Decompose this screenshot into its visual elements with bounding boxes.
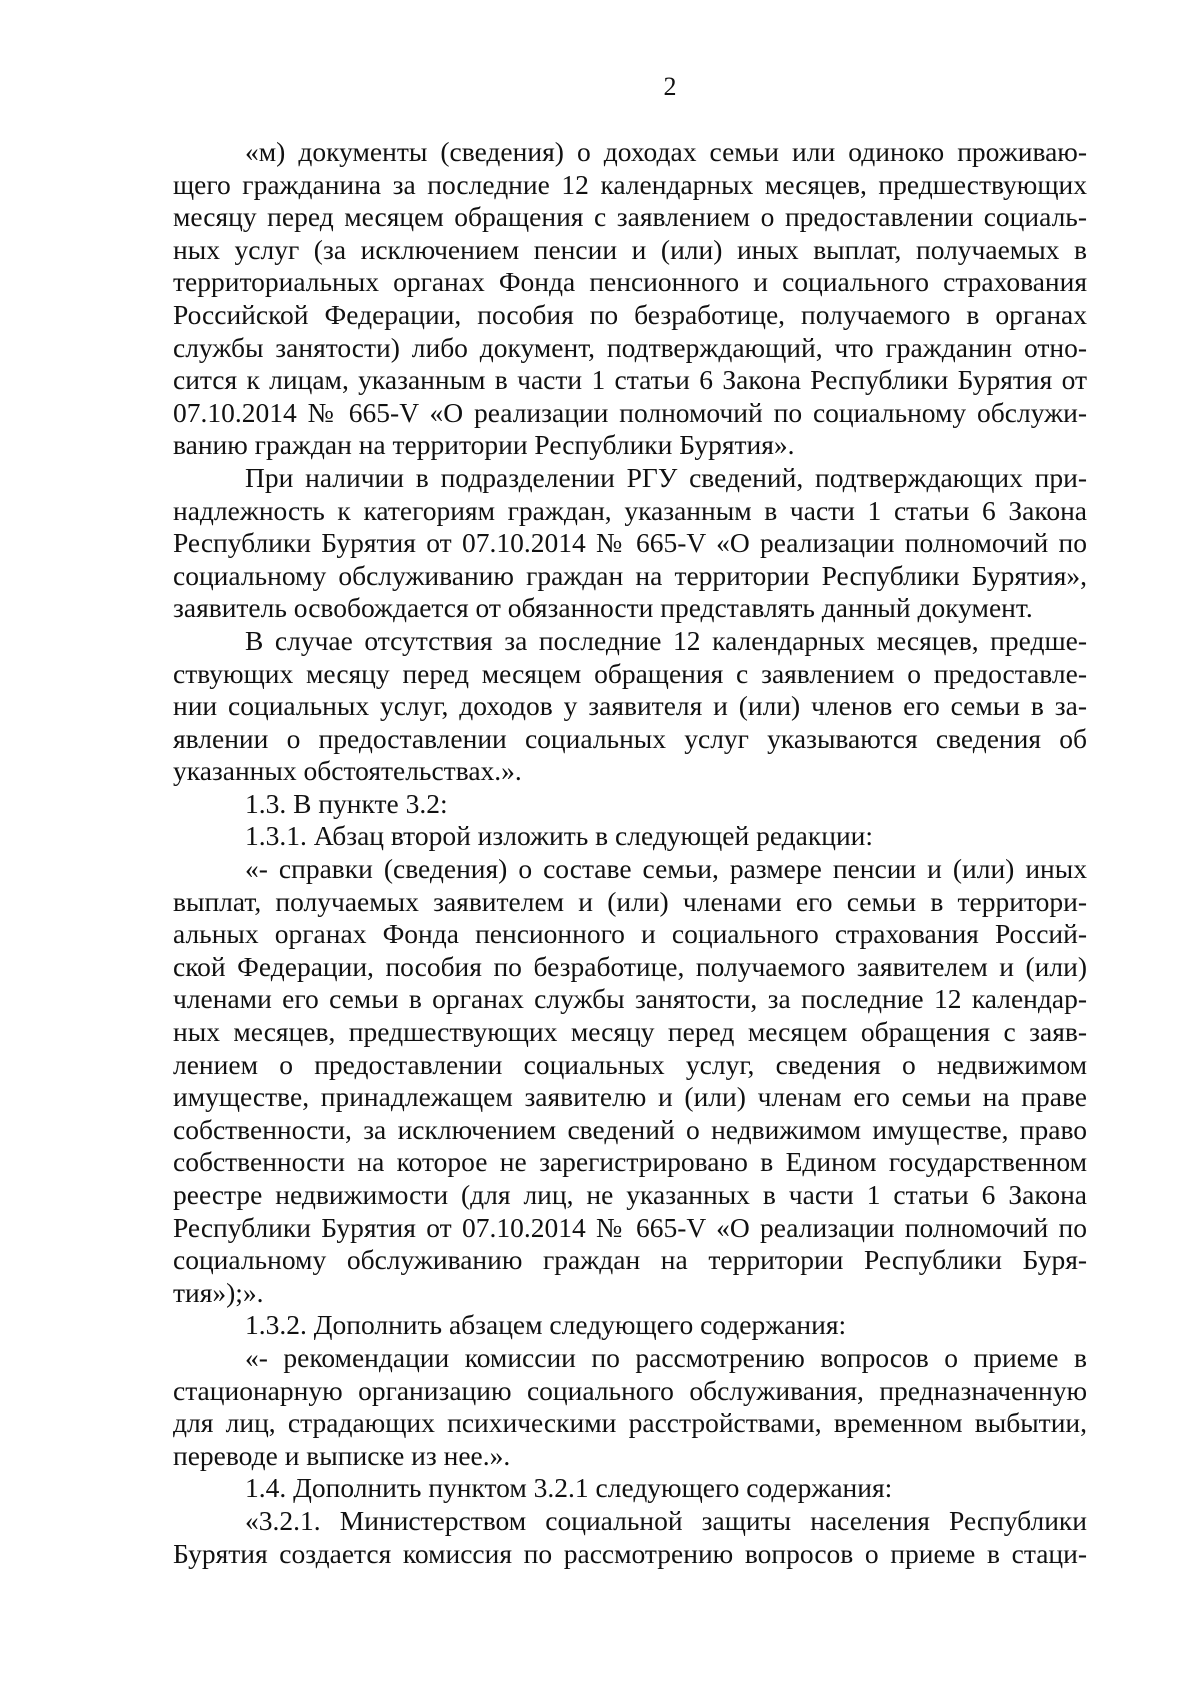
text-line: указанных обстоятельствах.». <box>173 755 522 787</box>
text-line: В случае отсутствия за последние 12 календарных месяцев, предше- <box>245 624 1087 656</box>
text-line: для лиц, страдающих психическими расстройствами, временном выбытии, <box>173 1407 1087 1439</box>
text-line: службы занятости) либо документ, подтверждающий, что гражданин отно- <box>173 331 1087 363</box>
text-line: явлении о предоставлении социальных услуг указываются сведения об <box>173 722 1087 754</box>
text-line: социальному обслуживанию граждан на территории Республики Бурятия», <box>173 559 1087 591</box>
text-line: лением о предоставлении социальных услуг, сведения о недвижимом <box>173 1048 1087 1080</box>
text-line: имуществе, принадлежащем заявителю и (или) членам его семьи на праве <box>173 1081 1087 1113</box>
text-line: надлежность к категориям граждан, указанным в части 1 статьи 6 Закона <box>173 494 1087 526</box>
text-line: заявитель освобождается от обязанности представлять данный документ. <box>173 592 1033 624</box>
document-body <box>173 136 1087 1570</box>
text-line: «- рекомендации комиссии по рассмотрению вопросов о приеме в <box>245 1341 1087 1373</box>
text-line: При наличии в подразделении РГУ сведений, подтверждающих при- <box>245 461 1087 493</box>
page-number: 2 <box>663 72 677 101</box>
text-line: 07.10.2014 № 665-V «О реализации полномочий по социальному обслужи- <box>173 396 1087 428</box>
text-line: тия»);». <box>173 1276 264 1308</box>
text-line: «3.2.1. Министерством социальной защиты населения Республики <box>245 1504 1087 1536</box>
text-line: реестре недвижимости (для лиц, не указанных в части 1 статьи 6 Закона <box>173 1179 1087 1210</box>
text-line: территориальных органах Фонда пенсионного и социального страхования <box>173 266 1087 298</box>
text-line: выплат, получаемых заявителем и (или) членами его семьи в территори- <box>173 885 1087 917</box>
text-line: собственности, за исключением сведений о недвижимом имуществе, право <box>173 1113 1087 1145</box>
text-line: Российской Федерации, пособия по безработице, получаемого в органах <box>173 298 1087 330</box>
text-line: социальному обслуживанию граждан на территории Республики Буря- <box>173 1244 1087 1276</box>
text-line: переводе и выписке из нее.». <box>173 1439 511 1471</box>
text-line: Республики Бурятия от 07.10.2014 № 665-V «О реализации полномочий по <box>173 527 1087 559</box>
text-line: ствующих месяцу перед месяцем обращения с заявлением о предоставле- <box>173 657 1087 689</box>
text-line: ской Федерации, пособия по безработице, получаемого заявителем и (или) <box>173 950 1087 982</box>
text-line: ванию граждан на территории Республики Бурятия». <box>173 429 795 461</box>
text-line: собственности на которое не зарегистрировано в Едином государственном <box>173 1146 1087 1178</box>
text-line: сится к лицам, указанным в части 1 статьи 6 Закона Республики Бурятия от <box>173 364 1087 396</box>
text-line: ных услуг (за исключением пенсии и (или) иных выплат, получаемых в <box>173 233 1087 265</box>
text-line: Бурятия создается комиссия по рассмотрению вопросов о приеме в стаци- <box>173 1537 1087 1569</box>
text-line: альных органах Фонда пенсионного и социального страхования Россий- <box>173 918 1087 950</box>
text-line: членами его семьи в органах службы занятости, за последние 12 календар- <box>173 983 1087 1015</box>
text-line: нии социальных услуг, доходов у заявителя и (или) членов его семьи в за- <box>173 690 1087 722</box>
text-line: месяцу перед месяцем обращения с заявлением о предоставлении социаль- <box>173 201 1087 233</box>
text-line: Республики Бурятия от 07.10.2014 № 665-V «О реализации полномочий по <box>173 1211 1087 1243</box>
text-line: 1.3.2. Дополнить абзацем следующего содержания: <box>245 1309 847 1341</box>
text-line: стационарную организацию социального обслуживания, предназначенную <box>173 1374 1087 1406</box>
text-line: ных месяцев, предшествующих месяцу перед месяцем обращения с заяв- <box>173 1016 1087 1048</box>
text-line: 1.3. В пункте 3.2: <box>245 787 448 819</box>
text-line: 1.3.1. Абзац второй изложить в следующей редакции: <box>245 820 874 852</box>
text-line: «- справки (сведения) о составе семьи, размере пенсии и (или) иных <box>245 853 1087 885</box>
text-line: 1.4. Дополнить пунктом 3.2.1 следующего содержания: <box>245 1472 893 1504</box>
text-line: «м) документы (сведения) о доходах семьи или одиноко проживаю- <box>245 136 1087 167</box>
text-line: щего гражданина за последние 12 календарных месяцев, предшествующих <box>173 168 1087 200</box>
